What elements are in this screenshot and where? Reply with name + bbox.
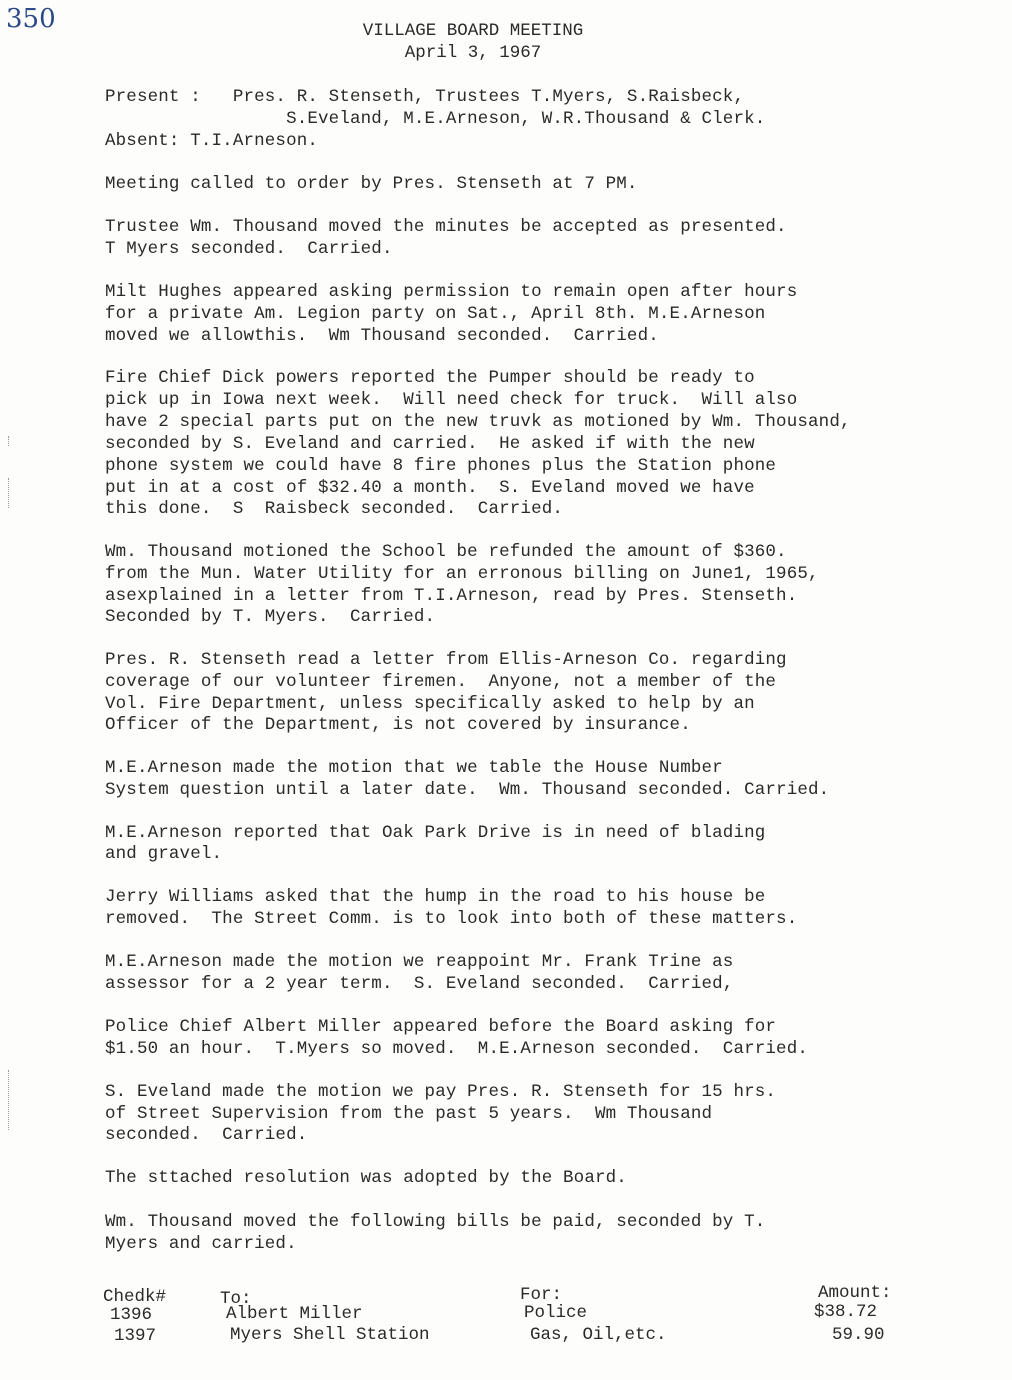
minutes-line: from the Mun. Water Utility for an erronous billing on June1, 1965, <box>105 564 819 584</box>
bill-payee: Albert Miller <box>226 1304 363 1324</box>
bill-purpose: Gas, Oil,etc. <box>530 1325 667 1345</box>
bill-payee: Myers Shell Station <box>230 1325 430 1345</box>
margin-mark <box>8 478 15 508</box>
minutes-line: System question until a later date. Wm. Thousand seconded. Carried. <box>105 780 830 800</box>
bill-amount: 59.90 <box>832 1325 885 1345</box>
minutes-line: Myers and carried. <box>105 1234 297 1254</box>
minutes-line: M.E.Arneson reported that Oak Park Drive is in need of blading <box>105 823 766 843</box>
page-number: 350 <box>6 4 56 34</box>
minutes-line: coverage of our volunteer firemen. Anyone, not a member of the <box>105 672 777 692</box>
bill-check-number: 1396 <box>110 1305 153 1325</box>
minutes-line: assessor for a 2 year term. S. Eveland seconded. Carried, <box>105 974 734 994</box>
document-title: VILLAGE BOARD MEETING <box>362 21 584 41</box>
bill-purpose: Police <box>524 1303 588 1323</box>
minutes-line: Present : Pres. R. Stenseth, Trustees T.Myers, S.Raisbeck, <box>105 87 745 107</box>
bill-check-number: 1397 <box>114 1326 157 1346</box>
minutes-line: put in at a cost of $32.40 a month. S. Eveland moved we have <box>105 478 755 498</box>
minutes-line: Meeting called to order by Pres. Stenseth at 7 PM. <box>105 174 638 194</box>
minutes-line: have 2 special parts put on the new truvk as motioned by Wm. Thousand, <box>105 412 851 432</box>
minutes-line: The sttached resolution was adopted by the Board. <box>105 1168 627 1188</box>
payee-header: To: <box>220 1289 252 1309</box>
margin-mark <box>8 436 15 446</box>
minutes-line: Fire Chief Dick powers reported the Pumper should be ready to <box>105 368 755 388</box>
purpose-header: For: <box>520 1285 563 1305</box>
minutes-line: phone system we could have 8 fire phones plus the Station phone <box>105 456 777 476</box>
minutes-line: M.E.Arneson made the motion we reappoint Mr. Frank Trine as <box>105 952 734 972</box>
minutes-line: Milt Hughes appeared asking permission to remain open after hours <box>105 282 798 302</box>
minutes-line: Jerry Williams asked that the hump in the road to his house be <box>105 887 766 907</box>
margin-mark <box>8 1070 15 1130</box>
meeting-date: April 3, 1967 <box>404 43 542 63</box>
minutes-line: Wm. Thousand motioned the School be refunded the amount of $360. <box>105 542 787 562</box>
check-number-header: Chedk# <box>103 1287 167 1307</box>
minutes-line: S. Eveland made the motion we pay Pres. R. Stenseth for 15 hrs. <box>105 1082 777 1102</box>
minutes-line: this done. S Raisbeck seconded. Carried. <box>105 499 564 519</box>
minutes-line: moved we allowthis. Wm Thousand seconded. Carried. <box>105 326 659 346</box>
minutes-line: T Myers seconded. Carried. <box>105 239 393 259</box>
amount-header: Amount: <box>818 1283 892 1303</box>
minutes-line: Wm. Thousand moved the following bills be paid, seconded by T. <box>105 1212 766 1232</box>
minutes-line: for a private Am. Legion party on Sat., April 8th. M.E.Arneson <box>105 304 766 324</box>
minutes-line: Pres. R. Stenseth read a letter from Ellis-Arneson Co. regarding <box>105 650 787 670</box>
minutes-line: M.E.Arneson made the motion that we table the House Number <box>105 758 723 778</box>
minutes-line: Vol. Fire Department, unless specifically asked to help by an <box>105 694 755 714</box>
minutes-line: pick up in Iowa next week. Will need check for truck. Will also <box>105 390 798 410</box>
minutes-line: Trustee Wm. Thousand moved the minutes be accepted as presented. <box>105 217 787 237</box>
minutes-line: $1.50 an hour. T.Myers so moved. M.E.Arneson seconded. Carried. <box>105 1039 809 1059</box>
minutes-line: Absent: T.I.Arneson. <box>105 131 319 151</box>
minutes-line: asexplained in a letter from T.I.Arneson, read by Pres. Stenseth. <box>105 586 798 606</box>
minutes-line: Police Chief Albert Miller appeared before the Board asking for <box>105 1017 777 1037</box>
minutes-line: of Street Supervision from the past 5 years. Wm Thousand <box>105 1104 713 1124</box>
minutes-line: S.Eveland, M.E.Arneson, W.R.Thousand & Clerk. <box>105 109 766 129</box>
minutes-line: seconded. Carried. <box>105 1125 308 1145</box>
minutes-line: seconded by S. Eveland and carried. He asked if with the new <box>105 434 755 454</box>
bill-amount: $38.72 <box>814 1302 878 1322</box>
minutes-line: and gravel. <box>105 844 223 864</box>
minutes-line: removed. The Street Comm. is to look into both of these matters. <box>105 909 798 929</box>
minutes-line: Seconded by T. Myers. Carried. <box>105 607 436 627</box>
minutes-line: Officer of the Department, is not covered by insurance. <box>105 715 691 735</box>
